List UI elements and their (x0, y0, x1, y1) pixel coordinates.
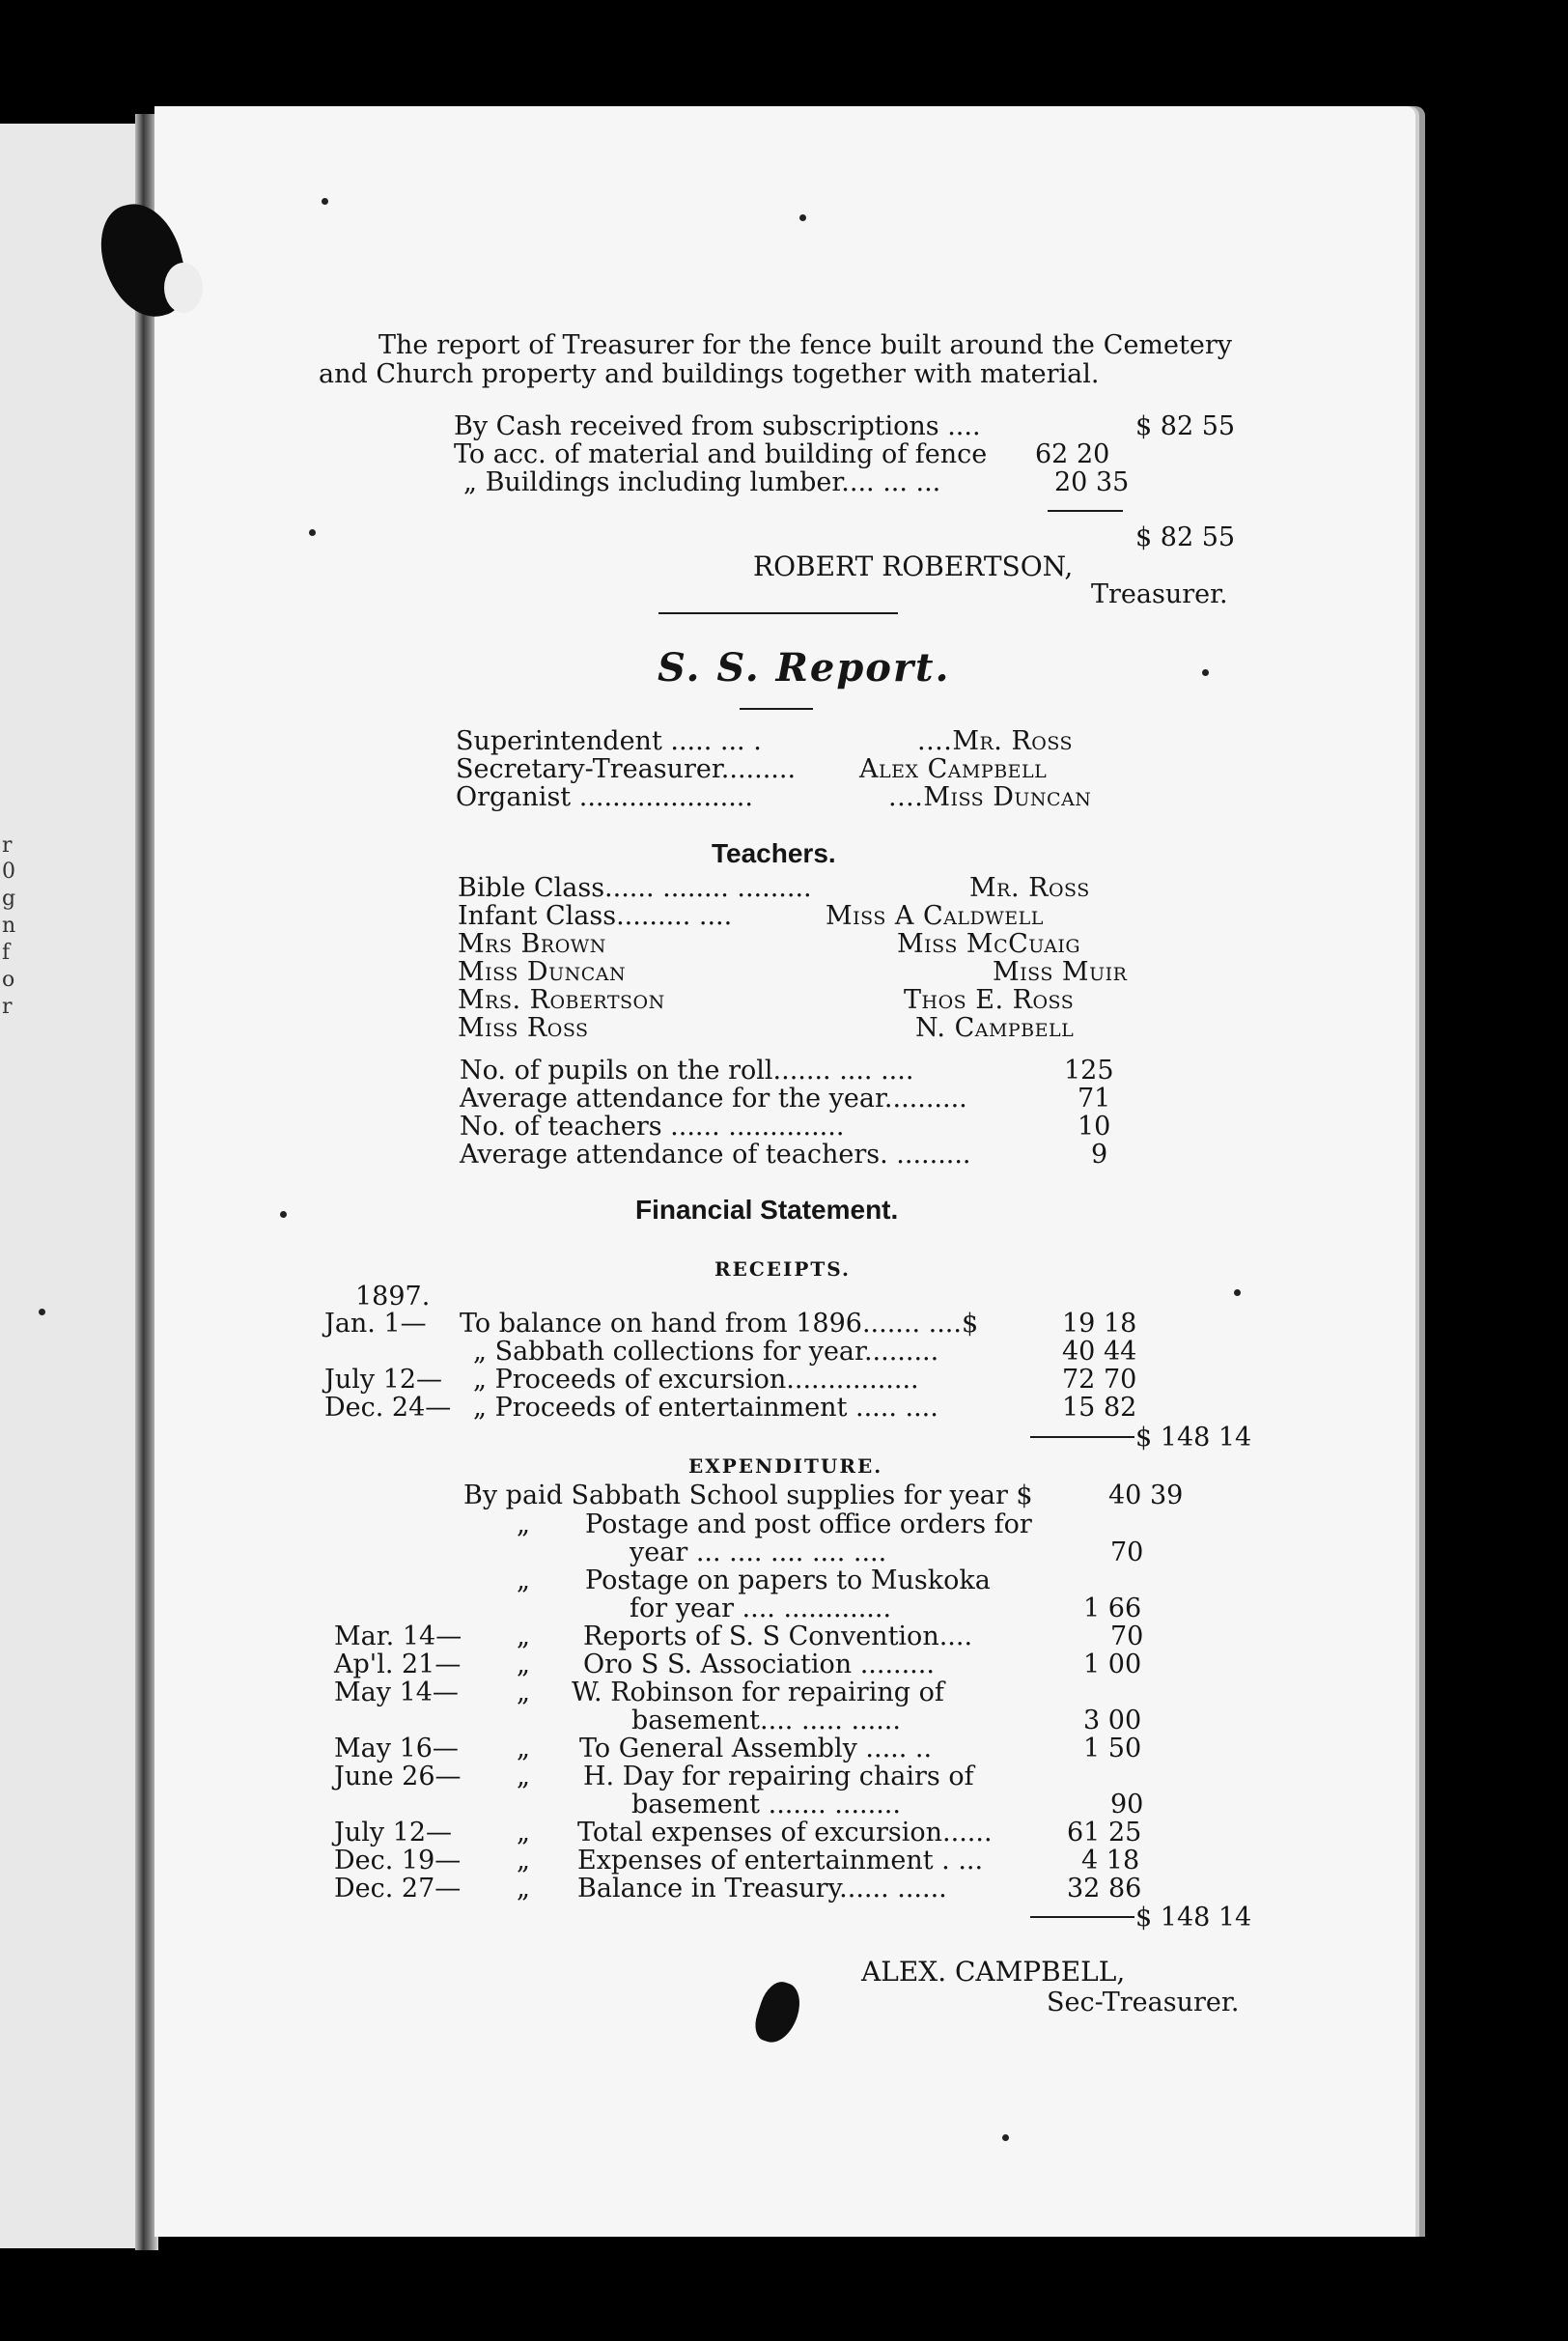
expenditure-amount: 61 25 (1067, 1818, 1142, 1847)
expenditure-label: Oro S S. Association ......... (583, 1650, 935, 1679)
expenditure-amount: 70 (1110, 1537, 1144, 1567)
ditto-mark: „ (517, 1509, 530, 1539)
receipt-date: Jan. 1— (324, 1309, 427, 1339)
ditto-mark: „ (517, 1818, 530, 1847)
expenditure-date: July 12— (334, 1818, 453, 1847)
expenditure-amount: 1 00 (1083, 1650, 1142, 1679)
receipts-total: $ 148 14 (1135, 1423, 1252, 1453)
expenditure-amount: 3 00 (1083, 1706, 1142, 1735)
stat-value: 71 (1078, 1084, 1111, 1114)
receipt-date: July 12— (324, 1365, 443, 1395)
ditto-mark: „ (517, 1734, 530, 1763)
left-page-edge (0, 124, 145, 2248)
expenditure-label: Expenses of entertainment . ... (577, 1846, 984, 1876)
officer-label: Superintendent ..... ... . (456, 726, 762, 756)
fence-signature-role: Treasurer. (1091, 579, 1228, 609)
fence-line-label: „ Buildings including lumber.... ... ... (463, 467, 941, 497)
financial-signature-role: Sec-Treasurer. (1047, 1988, 1240, 2017)
fence-line-amount: 62 20 (1035, 439, 1110, 469)
expenditure-label: Balance in Treasury...... ...... (577, 1874, 947, 1904)
fence-line-amount: $ 82 55 (1135, 411, 1236, 441)
speck (39, 1309, 45, 1315)
teacher-right: Thos E. Ross (904, 985, 1075, 1015)
ditto-mark: „ (517, 1762, 530, 1791)
ditto-mark: „ (517, 1678, 530, 1707)
expenditure-label: By paid Sabbath School supplies for year $ (463, 1481, 1033, 1510)
receipt-amount: 40 44 (1062, 1337, 1137, 1367)
teacher-left: Miss Duncan (458, 957, 627, 987)
teacher-right: Miss McCuaig (897, 929, 1081, 959)
expenditure-label: Reports of S. S Convention.... (583, 1622, 973, 1651)
expenditure-amount: 40 39 (1108, 1481, 1184, 1510)
section-divider (658, 612, 898, 614)
expenditure-amount: 90 (1110, 1790, 1144, 1819)
receipt-label: „ Proceeds of excursion................ (473, 1365, 919, 1395)
teacher-right: Miss A Caldwell (826, 901, 1044, 931)
expenditure-rule (1030, 1916, 1134, 1918)
officer-name: ....Mr. Ross (917, 726, 1074, 756)
expenditure-amount: 4 18 (1081, 1846, 1140, 1876)
year-label: 1897. (355, 1282, 431, 1312)
teacher-right: Mr. Ross (969, 873, 1090, 903)
stat-label: No. of teachers ...... .............. (460, 1112, 845, 1142)
expenditure-date: Ap'l. 21— (334, 1650, 462, 1679)
sum-rule (1048, 510, 1123, 512)
ditto-mark: „ (517, 1565, 530, 1595)
teacher-right: N. Campbell (915, 1013, 1075, 1043)
financial-heading: Financial Statement. (635, 1195, 899, 1225)
edge-char: n (2, 914, 16, 938)
financial-signature: ALEX. CAMPBELL, (861, 1956, 1126, 1988)
officer-label: Organist ..................... (456, 782, 753, 812)
fence-report-intro: The report of Treasurer for the fence built around the Cemetery and Church property and buildings together with material. (319, 330, 1232, 389)
edge-char: o (2, 968, 15, 992)
teacher-left: Infant Class......... .... (458, 901, 733, 931)
expenditure-label: Postage on papers to Muskoka (585, 1565, 991, 1595)
expenditure-label: Total expenses of excursion...... (577, 1818, 993, 1847)
expenditure-cont: basement.... ..... ...... (631, 1706, 901, 1735)
expenditure-amount: 1 50 (1083, 1734, 1142, 1763)
speck (1202, 669, 1209, 676)
receipts-heading: RECEIPTS. (714, 1257, 851, 1281)
receipt-date: Dec. 24— (324, 1393, 452, 1423)
expenditure-date: June 26— (334, 1762, 462, 1791)
expenditure-heading: EXPENDITURE. (688, 1454, 883, 1478)
left-page-text-fragments (0, 124, 21, 2248)
edge-char: r (2, 833, 13, 858)
expenditure-label: H. Day for repairing chairs of (583, 1762, 974, 1791)
expenditure-amount: 70 (1110, 1622, 1144, 1651)
fence-line-amount: 20 35 (1054, 467, 1130, 497)
speck (799, 214, 806, 221)
receipt-label: „ Sabbath collections for year......... (473, 1337, 939, 1367)
speck (280, 1211, 287, 1218)
edge-char: 0 (2, 860, 15, 884)
expenditure-date: Dec. 19— (334, 1846, 462, 1876)
expenditure-cont: basement ....... ........ (631, 1790, 901, 1819)
edge-char: g (2, 887, 16, 911)
edge-char: r (2, 995, 13, 1019)
ss-report-title: S. S. Report. (658, 645, 951, 691)
fence-total: $ 82 55 (1135, 522, 1236, 552)
ditto-mark: „ (517, 1650, 530, 1679)
expenditure-amount: 32 86 (1067, 1874, 1142, 1904)
receipt-amount: 72 70 (1062, 1365, 1137, 1395)
ditto-mark: „ (517, 1846, 530, 1876)
fence-line-label: To acc. of material and building of fence (454, 439, 988, 469)
stat-value: 125 (1064, 1056, 1114, 1086)
expenditure-date: May 16— (334, 1734, 459, 1763)
stat-value: 10 (1078, 1112, 1111, 1142)
officer-name: Alex Campbell (859, 754, 1048, 784)
title-underline (740, 708, 813, 710)
speck (1234, 1289, 1241, 1296)
teacher-left: Mrs Brown (458, 929, 606, 959)
expenditure-label: To General Assembly ..... .. (579, 1734, 933, 1763)
ditto-mark: „ (517, 1874, 530, 1904)
stat-value: 9 (1091, 1140, 1108, 1170)
ditto-mark: „ (517, 1622, 530, 1651)
expenditure-total: $ 148 14 (1135, 1903, 1252, 1932)
officer-name: ....Miss Duncan (888, 782, 1092, 812)
expenditure-date: May 14— (334, 1678, 459, 1707)
officer-label: Secretary-Treasurer......... (456, 754, 797, 784)
speck (309, 529, 316, 536)
page-hole (164, 263, 203, 313)
expenditure-label: W. Robinson for repairing of (572, 1678, 944, 1707)
expenditure-date: Mar. 14— (334, 1622, 462, 1651)
teacher-right: Miss Muir (993, 957, 1128, 987)
receipt-label: To balance on hand from 1896....... ....$ (460, 1309, 979, 1339)
receipt-amount: 15 82 (1062, 1393, 1137, 1423)
teacher-left: Bible Class...... ........ ......... (458, 873, 812, 903)
expenditure-cont: year ... .... .... .... .... (630, 1537, 887, 1567)
teacher-left: Mrs. Robertson (458, 985, 665, 1015)
speck (322, 198, 328, 205)
fence-line-label: By Cash received from subscriptions .... (454, 411, 981, 441)
receipts-rule (1030, 1436, 1134, 1438)
stat-label: No. of pupils on the roll....... .... .... (460, 1056, 914, 1086)
receipt-label: „ Proceeds of entertainment ..... .... (473, 1393, 938, 1423)
stat-label: Average attendance of teachers. ......... (460, 1140, 971, 1170)
teacher-left: Miss Ross (458, 1013, 589, 1043)
teachers-heading: Teachers. (712, 838, 836, 868)
receipt-amount: 19 18 (1062, 1309, 1137, 1339)
expenditure-label: Postage and post office orders for (585, 1509, 1032, 1539)
edge-char: f (2, 941, 11, 965)
speck (1002, 2134, 1009, 2141)
expenditure-cont: for year .... ............. (630, 1594, 892, 1623)
expenditure-date: Dec. 27— (334, 1874, 462, 1904)
expenditure-amount: 1 66 (1083, 1594, 1142, 1623)
fence-signature: ROBERT ROBERTSON, (753, 550, 1074, 582)
stat-label: Average attendance for the year.......... (460, 1084, 967, 1114)
